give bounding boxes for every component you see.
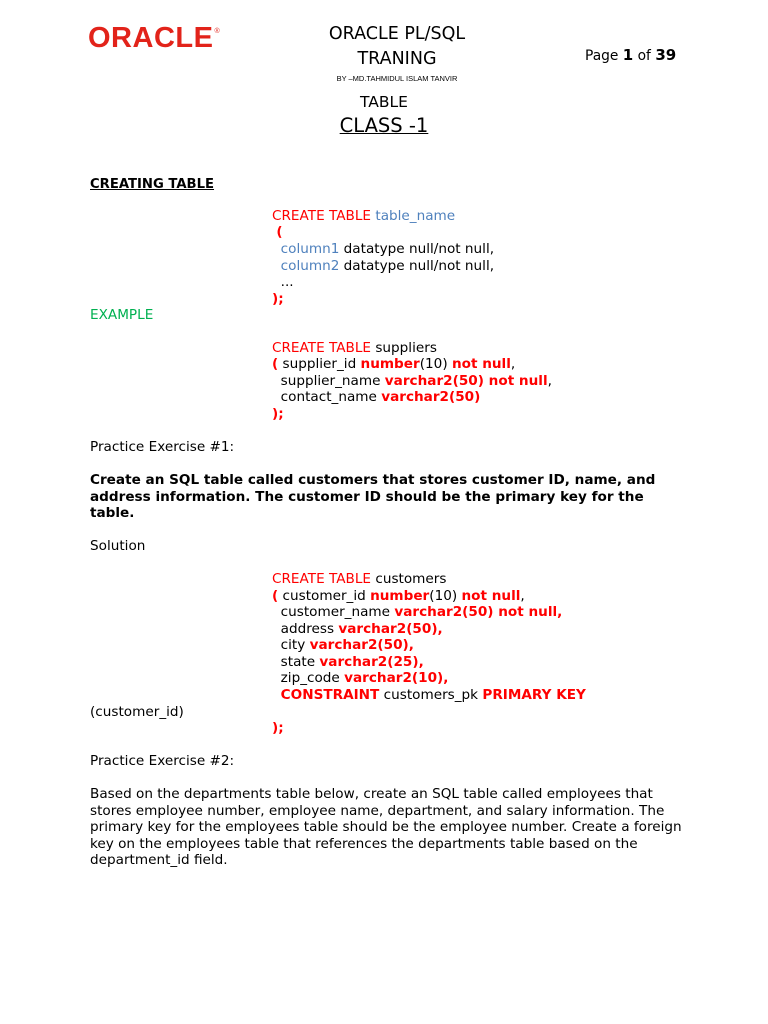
example-line-2: ( supplier_id number(10) not null,	[272, 356, 516, 372]
solution-line-9: (customer_id)	[90, 704, 184, 720]
syntax-line-1: CREATE TABLE table_name	[272, 208, 456, 224]
section-heading: CREATING TABLE	[90, 177, 215, 192]
syntax-line-3: column1 datatype null/not null,	[280, 241, 495, 257]
example-line-3: supplier_name varchar2(50) not null,	[280, 373, 552, 389]
doc-title: ORACLE PL/SQL	[328, 24, 466, 44]
class-title: CLASS -1	[339, 114, 429, 137]
example-label: EXAMPLE	[90, 307, 154, 323]
syntax-line-4: column2 datatype null/not null,	[280, 258, 495, 274]
oracle-logo: ORACLE®	[88, 22, 221, 54]
solution-line-6: state varchar2(25),	[280, 654, 424, 670]
author-line: BY –MD.TAHMIDUL ISLAM TANVIR	[336, 74, 458, 83]
syntax-line-5: ...	[280, 274, 294, 290]
section-subtitle: TABLE	[360, 93, 408, 111]
exercise-2-label: Practice Exercise #2:	[90, 753, 235, 769]
solution-line-3: customer_name varchar2(50) not null,	[280, 604, 563, 620]
example-line-5: );	[272, 406, 284, 422]
exercise-1-question: Create an SQL table called customers that stores customer ID, name, and address information. The customer ID should be the primary key for the table.	[90, 472, 656, 522]
solution-label: Solution	[90, 538, 146, 554]
solution-line-1: CREATE TABLE customers	[272, 571, 447, 587]
solution-line-4: address varchar2(50),	[280, 621, 443, 637]
page-number: Page 1 of 39	[585, 46, 677, 64]
solution-line-5: city varchar2(50),	[280, 637, 414, 653]
solution-line-8: CONSTRAINT customers_pk PRIMARY KEY	[280, 687, 586, 703]
example-line-4: contact_name varchar2(50)	[280, 389, 481, 405]
doc-title-line2: TRANING	[357, 49, 437, 69]
exercise-1-label: Practice Exercise #1:	[90, 439, 235, 455]
syntax-line-6: );	[272, 291, 284, 307]
example-line-1: CREATE TABLE suppliers	[272, 340, 437, 356]
exercise-2-text: Based on the departments table below, create an SQL table called employees that stores employee number, employee name, department, and salary information. The primary key for the employees table should be the employee number. Create a foreign key on the employees table that references the departments table based on the department_id field.	[90, 786, 682, 869]
solution-line-7: zip_code varchar2(10),	[280, 670, 449, 686]
solution-line-2: ( customer_id number(10) not null,	[272, 588, 525, 604]
solution-line-10: );	[272, 720, 284, 736]
syntax-line-2: (	[276, 224, 283, 240]
